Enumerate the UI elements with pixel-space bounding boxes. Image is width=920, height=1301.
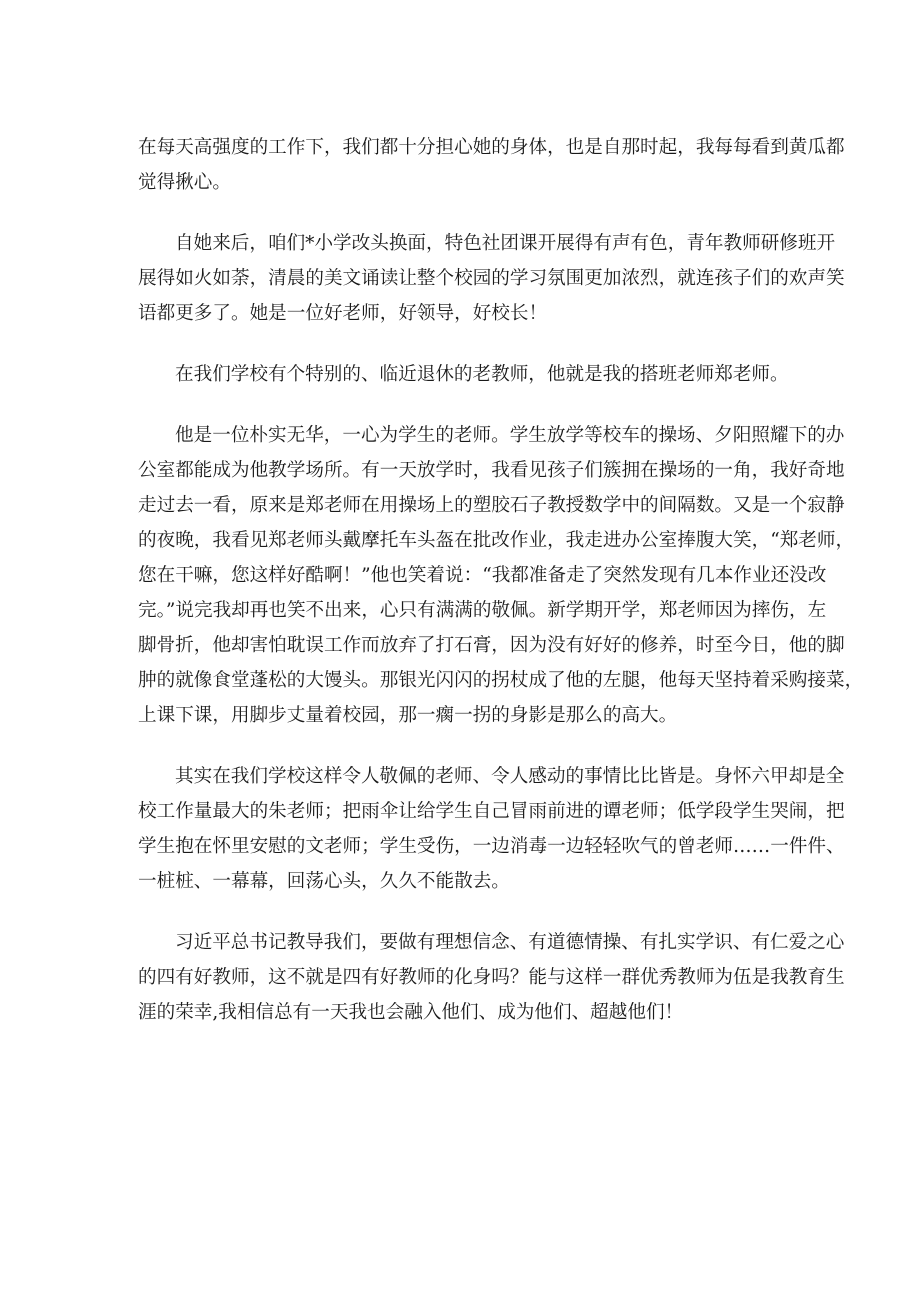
text-line: 他是一位朴实无华，一心为学生的老师。学生放学等校车的操场、夕阳照耀下的办 — [175, 425, 845, 446]
text-line: 学生抱在怀里安慰的文老师；学生受伤，一边消毒一边轻轻吹气的曾老师……一件件、 — [138, 836, 845, 857]
text-line: 自她来后，咱们*小学改头换面，特色社团课开展得有声有色，青年教师研修班开 — [175, 233, 836, 254]
text-line: 其实在我们学校这样令人敬佩的老师、令人感动的事情比比皆是。身怀六甲却是全 — [175, 766, 845, 787]
paragraph — [138, 357, 788, 392]
text-line: 的四有好教师，这不就是四有好教师的化身吗？能与这样一群优秀教师为伍是我教育生 — [138, 967, 845, 988]
text-line: 在我们学校有个特别的、临近退休的老教师，他就是我的搭班老师郑老师。 — [175, 364, 789, 385]
text-line: 您在干嘛，您这样好酷啊！”他也笑着说：“我都准备走了突然发现有几本作业还没改 — [138, 565, 827, 586]
text-line: 完。”说完我却再也笑不出来，心只有满满的敬佩。新学期开学，郑老师因为摔伤，左 — [138, 600, 827, 621]
text-line: 上课下课，用脚步丈量着校园，那一瘸一拐的身影是那么的高大。 — [138, 705, 678, 726]
text-line: 觉得揪心。 — [138, 172, 231, 193]
text-line: 习近平总书记教导我们，要做有理想信念、有道德情操、有扎实学识、有仁爱之心 — [175, 932, 845, 953]
paragraph — [138, 130, 845, 200]
paragraph — [138, 418, 864, 733]
text-line: 肿的就像食堂蓬松的大馒头。那银光闪闪的拐杖成了他的左腿，他每天坚持着采购接菜， — [138, 670, 864, 691]
text-line: 涯的荣幸,我相信总有一天我也会融入他们、成为他们、超越他们！ — [138, 1002, 684, 1023]
text-line: 脚骨折，他却害怕耽误工作而放弃了打石膏，因为没有好好的修养，时至今日，他的脚 — [138, 635, 845, 656]
text-line: 在每天高强度的工作下，我们都十分担心她的身体，也是自那时起，我每每看到黄瓜都 — [138, 137, 845, 158]
text-line: 语都更多了。她是一位好老师，好领导，好校长！ — [138, 303, 548, 324]
paragraph — [138, 226, 845, 331]
text-line: 一桩桩、一幕幕，回荡心头，久久不能散去。 — [138, 871, 510, 892]
text-line: 校工作量最大的朱老师；把雨伞让给学生自己冒雨前进的谭老师；低学段学生哭闹，把 — [138, 801, 845, 822]
text-line: 的夜晚，我看见郑老师头戴摩托车头盔在批改作业，我走进办公室捧腹大笑，“郑老师， — [138, 530, 855, 551]
text-line: 走过去一看，原来是郑老师在用操场上的塑胶石子教授数学中的间隔数。又是一个寂静 — [138, 495, 845, 516]
text-line: 公室都能成为他教学场所。有一天放学时，我看见孩子们簇拥在操场的一角，我好奇地 — [138, 460, 845, 481]
paragraph — [138, 759, 845, 899]
text-line: 展得如火如荼，清晨的美文诵读让整个校园的学习氛围更加浓烈，就连孩子们的欢声笑 — [138, 268, 845, 289]
document-body — [138, 130, 864, 1056]
paragraph — [138, 925, 845, 1030]
